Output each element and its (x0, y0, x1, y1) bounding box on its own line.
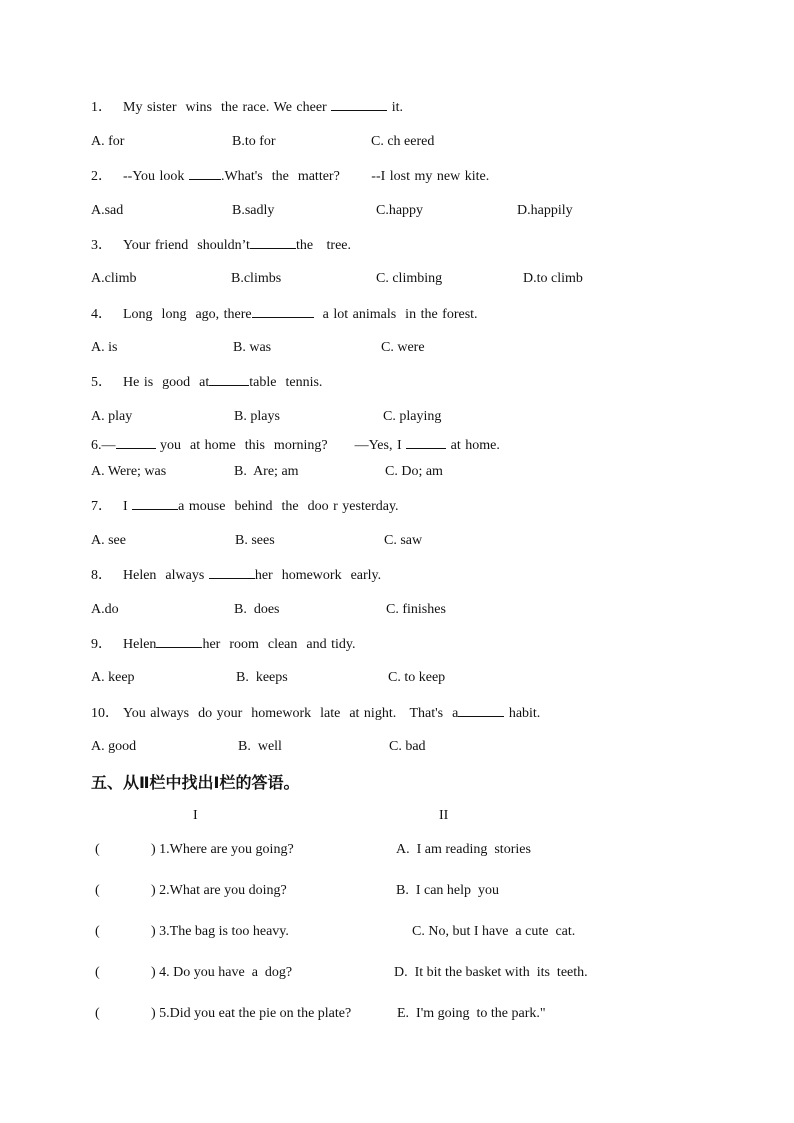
question-text: You always do your homework late at night. That's a (123, 706, 459, 721)
question-text-end: .What's the matter? --I lost my new kite. (220, 169, 490, 184)
question-5 (91, 372, 322, 392)
question-text: 6.— (91, 438, 116, 453)
question-number: 4． (91, 307, 112, 322)
column-ii-header: II (439, 808, 449, 823)
option-d[interactable]: D.happily (517, 203, 573, 218)
answer-blank[interactable] (132, 496, 178, 510)
option-a[interactable]: A. Were; was (91, 464, 167, 479)
option-c[interactable]: C. finishes (386, 602, 446, 617)
answer-blank[interactable] (458, 703, 504, 717)
question-3 (91, 235, 351, 255)
option-c[interactable]: C. saw (384, 533, 423, 548)
question-text-end: her homework early. (254, 568, 382, 583)
question-text-end: it. (387, 100, 403, 115)
option-a[interactable]: A. for (91, 134, 125, 149)
answer-paren-open[interactable]: ( (95, 842, 100, 857)
question-number: 10． (91, 706, 119, 721)
answer-blank[interactable] (406, 435, 446, 449)
question-text-end: a mouse behind the doo r yesterday. (178, 499, 399, 514)
question-text-end: you at home this morning? —Yes, I (155, 438, 407, 453)
question-number: 8． (91, 568, 112, 583)
answer-paren-open[interactable]: ( (95, 883, 100, 898)
option-b[interactable]: B.to for (232, 134, 276, 149)
matching-item-right: D. It bit the basket with its teeth. (394, 965, 588, 980)
answer-blank[interactable] (252, 304, 314, 318)
matching-item-left: ) 4. Do you have a dog? (151, 965, 293, 980)
answer-blank[interactable] (116, 435, 156, 449)
matching-item-left: ) 5.Did you eat the pie on the plate? (151, 1006, 352, 1021)
option-b[interactable]: B. was (233, 340, 272, 355)
option-b[interactable]: B.sadly (232, 203, 275, 218)
question-4 (91, 304, 478, 324)
option-a[interactable]: A.do (91, 602, 119, 617)
question-8 (91, 565, 381, 585)
option-c[interactable]: C. were (381, 340, 425, 355)
option-b[interactable]: B. plays (234, 409, 280, 424)
option-c[interactable]: C. Do; am (385, 464, 443, 479)
matching-item-right: C. No, but I have a cute cat. (412, 924, 576, 939)
question-number: 7． (91, 499, 112, 514)
option-c[interactable]: C. climbing (376, 271, 443, 286)
option-b[interactable]: B. well (238, 739, 282, 754)
matching-item-right: E. I'm going to the park." (397, 1006, 546, 1021)
option-b[interactable]: B. sees (235, 533, 275, 548)
option-a[interactable]: A. good (91, 739, 137, 754)
answer-paren-open[interactable]: ( (95, 924, 100, 939)
option-b[interactable]: B. does (234, 602, 280, 617)
question-9 (91, 634, 355, 654)
answer-blank[interactable] (156, 634, 202, 648)
question-text-end: a lot animals in the forest. (313, 307, 478, 322)
answer-blank[interactable] (250, 235, 296, 249)
question-text-end: table tennis. (249, 375, 323, 390)
option-c[interactable]: C. bad (389, 739, 426, 754)
option-a[interactable]: A.sad (91, 203, 124, 218)
question-number: 9． (91, 637, 112, 652)
matching-item-left: ) 2.What are you doing? (151, 883, 287, 898)
question-1 (91, 97, 403, 117)
answer-blank[interactable] (189, 166, 221, 180)
matching-item-right: B. I can help you (396, 883, 500, 898)
question-10 (91, 703, 540, 723)
option-b[interactable]: B.climbs (231, 271, 282, 286)
question-7 (91, 496, 399, 516)
question-text: I (123, 499, 133, 514)
option-a[interactable]: A. keep (91, 670, 135, 685)
option-a[interactable]: A. see (91, 533, 126, 548)
answer-paren-open[interactable]: ( (95, 1006, 100, 1021)
option-b[interactable]: B. Are; am (234, 464, 299, 479)
option-a[interactable]: A. is (91, 340, 118, 355)
question-text-end: habit. (504, 706, 541, 721)
question-text: Your friend shouldn’t (123, 238, 250, 253)
question-2 (91, 166, 489, 186)
question-text: Helen always (123, 568, 209, 583)
question-number: 3． (91, 238, 112, 253)
question-number: 5． (91, 375, 112, 390)
question-number: 2． (91, 169, 112, 184)
option-a[interactable]: A. play (91, 409, 133, 424)
question-number: 1． (91, 100, 112, 115)
matching-item-left: ) 3.The bag is too heavy. (151, 924, 289, 939)
option-b[interactable]: B. keeps (236, 670, 288, 685)
column-i-header: I (193, 808, 198, 823)
option-d[interactable]: D.to climb (523, 271, 583, 286)
section-title: 五、从Ⅱ栏中找出Ⅰ栏的答语。 (91, 773, 300, 792)
option-c[interactable]: C. playing (383, 409, 442, 424)
answer-blank[interactable] (209, 372, 249, 386)
option-a[interactable]: A.climb (91, 271, 137, 286)
question-6 (91, 435, 500, 455)
option-c[interactable]: C. to keep (388, 670, 446, 685)
option-c[interactable]: C. ch eered (371, 134, 435, 149)
question-text-end: the tree. (295, 238, 352, 253)
question-text: My sister wins the race. We cheer (123, 100, 332, 115)
question-text: --You look (123, 169, 189, 184)
question-text: Helen (123, 637, 157, 652)
question-text-end: her room clean and tidy. (202, 637, 356, 652)
option-c[interactable]: C.happy (376, 203, 424, 218)
question-text: He is good at (123, 375, 210, 390)
answer-blank[interactable] (331, 97, 387, 111)
matching-item-right: A. I am reading stories (396, 842, 531, 857)
answer-blank[interactable] (209, 565, 255, 579)
question-text: Long long ago, there (123, 307, 252, 322)
question-text-end: at home. (446, 438, 500, 453)
matching-item-left: ) 1.Where are you going? (151, 842, 294, 857)
answer-paren-open[interactable]: ( (95, 965, 100, 980)
